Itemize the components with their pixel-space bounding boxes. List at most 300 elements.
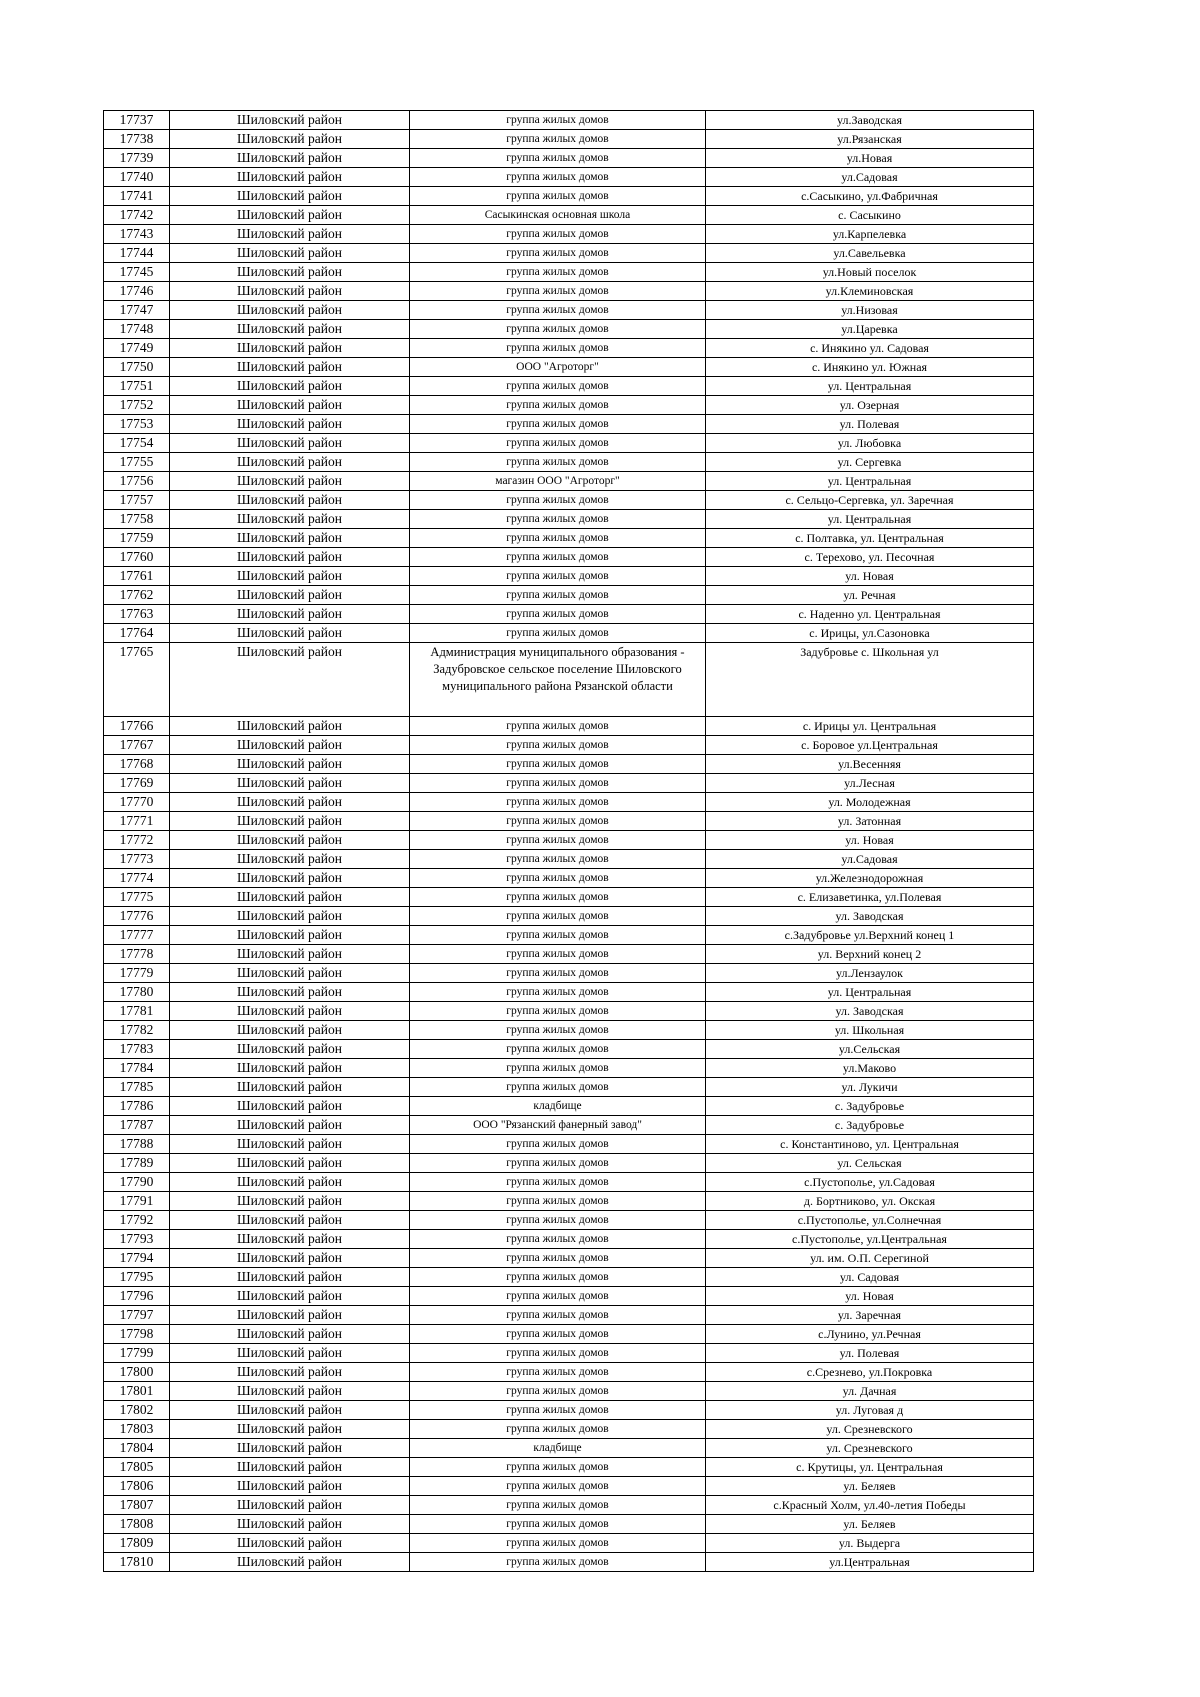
row-address: ул. Заводская [706,907,1034,926]
row-object: группа жилых домов [410,586,706,605]
row-object: группа жилых домов [410,1306,706,1325]
table-row [104,1249,1034,1268]
row-district: Шиловский район [170,339,410,358]
row-number: 17753 [104,415,170,434]
row-object: группа жилых домов [410,964,706,983]
row-district: Шиловский район [170,717,410,736]
row-number: 17777 [104,926,170,945]
row-district: Шиловский район [170,831,410,850]
row-address: ул. Садовая [706,1268,1034,1287]
row-object: группа жилых домов [410,850,706,869]
row-district: Шиловский район [170,453,410,472]
row-object: группа жилых домов [410,793,706,812]
row-number: 17746 [104,282,170,301]
row-address: ул. Центральная [706,377,1034,396]
table-row [104,1268,1034,1287]
row-address: ул. Новая [706,567,1034,586]
table-row [104,774,1034,793]
row-address: с.Задубровье ул.Верхний конец 1 [706,926,1034,945]
row-address: ул. Лукичи [706,1078,1034,1097]
row-address: Задубровье с. Школьная ул [706,643,1034,717]
row-address: ул. Беляев [706,1477,1034,1496]
table-row [104,1439,1034,1458]
row-address: с.Срезнево, ул.Покровка [706,1363,1034,1382]
table-row [104,1154,1034,1173]
row-object: группа жилых домов [410,567,706,586]
row-object: группа жилых домов [410,263,706,282]
row-address: с.Сасыкино, ул.Фабричная [706,187,1034,206]
row-object: группа жилых домов [410,1287,706,1306]
row-number: 17791 [104,1192,170,1211]
row-address: ул. Речная [706,586,1034,605]
table-row [104,624,1034,643]
row-number: 17761 [104,567,170,586]
table-row [104,1021,1034,1040]
table-row [104,434,1034,453]
row-object: группа жилых домов [410,1382,706,1401]
row-district: Шиловский район [170,1458,410,1477]
table-row [104,1363,1034,1382]
row-number: 17769 [104,774,170,793]
table-row [104,983,1034,1002]
row-number: 17780 [104,983,170,1002]
row-object: группа жилых домов [410,605,706,624]
row-address: с. Крутицы, ул. Центральная [706,1458,1034,1477]
row-object: группа жилых домов [410,831,706,850]
row-number: 17802 [104,1401,170,1420]
row-object: группа жилых домов [410,812,706,831]
row-number: 17798 [104,1325,170,1344]
row-object: группа жилых домов [410,888,706,907]
row-number: 17767 [104,736,170,755]
table-row [104,453,1034,472]
row-district: Шиловский район [170,1344,410,1363]
row-number: 17784 [104,1059,170,1078]
row-number: 17765 [104,643,170,717]
row-address: ул.Клеминовская [706,282,1034,301]
table-row [104,945,1034,964]
row-object: группа жилых домов [410,1021,706,1040]
row-number: 17771 [104,812,170,831]
row-object: ООО "Рязанский фанерный завод" [410,1116,706,1135]
row-object: группа жилых домов [410,1192,706,1211]
row-object: группа жилых домов [410,1154,706,1173]
row-object: ООО "Агроторг" [410,358,706,377]
table-row [104,396,1034,415]
row-district: Шиловский район [170,1382,410,1401]
row-number: 17792 [104,1211,170,1230]
row-number: 17745 [104,263,170,282]
table-row [104,510,1034,529]
row-district: Шиловский район [170,1420,410,1439]
row-number: 17793 [104,1230,170,1249]
row-object: группа жилых домов [410,1268,706,1287]
row-object: группа жилых домов [410,1249,706,1268]
row-district: Шиловский район [170,1211,410,1230]
row-object: группа жилых домов [410,453,706,472]
row-address: с. Инякино ул. Южная [706,358,1034,377]
row-number: 17804 [104,1439,170,1458]
row-address: с. Ирицы ул. Центральная [706,717,1034,736]
row-address: ул.Рязанская [706,130,1034,149]
row-object: группа жилых домов [410,320,706,339]
row-address: ул.Карпелевка [706,225,1034,244]
table-row [104,736,1034,755]
row-object: кладбище [410,1439,706,1458]
row-district: Шиловский район [170,1021,410,1040]
row-district: Шиловский район [170,605,410,624]
row-district: Шиловский район [170,510,410,529]
row-object: группа жилых домов [410,1325,706,1344]
row-address: ул. Новая [706,831,1034,850]
row-number: 17772 [104,831,170,850]
row-district: Шиловский район [170,643,410,717]
row-district: Шиловский район [170,130,410,149]
row-object: группа жилых домов [410,1040,706,1059]
row-number: 17749 [104,339,170,358]
row-object: группа жилых домов [410,1458,706,1477]
table-row [104,1211,1034,1230]
row-district: Шиловский район [170,111,410,130]
row-number: 17800 [104,1363,170,1382]
row-number: 17758 [104,510,170,529]
row-object: группа жилых домов [410,301,706,320]
table-row [104,415,1034,434]
table-row [104,812,1034,831]
row-district: Шиловский район [170,1477,410,1496]
row-address: ул.Сельская [706,1040,1034,1059]
row-address: ул.Центральная [706,1553,1034,1572]
table-row [104,755,1034,774]
row-object: группа жилых домов [410,945,706,964]
row-address: ул. Сергевка [706,453,1034,472]
row-address: ул. им. О.П. Серегиной [706,1249,1034,1268]
row-number: 17770 [104,793,170,812]
table-row [104,831,1034,850]
row-object: Администрация муниципального образования - Задубровское сельское поселение Шиловского муниципального района Рязанской области [410,643,706,717]
table-row [104,1534,1034,1553]
row-number: 17757 [104,491,170,510]
row-address: с. Инякино ул. Садовая [706,339,1034,358]
row-district: Шиловский район [170,1078,410,1097]
row-number: 17747 [104,301,170,320]
row-number: 17751 [104,377,170,396]
row-address: ул.Заводская [706,111,1034,130]
table-row [104,225,1034,244]
row-object: магазин ООО "Агроторг" [410,472,706,491]
row-object: группа жилых домов [410,717,706,736]
row-number: 17774 [104,869,170,888]
table-row [104,1059,1034,1078]
row-address: с.Пустополье, ул.Садовая [706,1173,1034,1192]
row-number: 17752 [104,396,170,415]
row-number: 17750 [104,358,170,377]
row-district: Шиловский район [170,1363,410,1382]
table-row [104,358,1034,377]
row-object: группа жилых домов [410,529,706,548]
table-row [104,187,1034,206]
row-address: с.Пустополье, ул.Солнечная [706,1211,1034,1230]
row-object: группа жилых домов [410,225,706,244]
row-number: 17744 [104,244,170,263]
row-number: 17805 [104,1458,170,1477]
row-address: ул. Озерная [706,396,1034,415]
row-object: кладбище [410,1097,706,1116]
table-row [104,1496,1034,1515]
table-row [104,1382,1034,1401]
row-object: группа жилых домов [410,1173,706,1192]
table-row [104,1401,1034,1420]
table-row [104,130,1034,149]
row-number: 17756 [104,472,170,491]
row-number: 17801 [104,1382,170,1401]
row-object: группа жилых домов [410,548,706,567]
row-number: 17779 [104,964,170,983]
row-address: ул. Полевая [706,1344,1034,1363]
row-district: Шиловский район [170,263,410,282]
row-district: Шиловский район [170,869,410,888]
row-district: Шиловский район [170,1059,410,1078]
row-address: ул. Луговая д [706,1401,1034,1420]
table-row [104,339,1034,358]
row-object: группа жилых домов [410,187,706,206]
row-district: Шиловский район [170,1401,410,1420]
row-object: группа жилых домов [410,244,706,263]
row-district: Шиловский район [170,1192,410,1211]
row-number: 17797 [104,1306,170,1325]
row-address: ул.Новый поселок [706,263,1034,282]
row-district: Шиловский район [170,320,410,339]
row-address: ул. Молодежная [706,793,1034,812]
table-row [104,1135,1034,1154]
row-address: с. Задубровье [706,1097,1034,1116]
row-address: ул. Полевая [706,415,1034,434]
row-district: Шиловский район [170,755,410,774]
row-object: группа жилых домов [410,396,706,415]
row-number: 17755 [104,453,170,472]
row-district: Шиловский район [170,1496,410,1515]
row-district: Шиловский район [170,548,410,567]
row-district: Шиловский район [170,472,410,491]
row-address: ул. Школьная [706,1021,1034,1040]
row-district: Шиловский район [170,377,410,396]
row-number: 17748 [104,320,170,339]
row-district: Шиловский район [170,1287,410,1306]
row-district: Шиловский район [170,1173,410,1192]
table-row [104,1515,1034,1534]
row-number: 17782 [104,1021,170,1040]
row-number: 17742 [104,206,170,225]
row-address: с. Сельцо-Сергевка, ул. Заречная [706,491,1034,510]
row-object: группа жилых домов [410,1477,706,1496]
row-number: 17764 [104,624,170,643]
row-number: 17740 [104,168,170,187]
document-table [103,110,1034,1572]
table-row [104,149,1034,168]
row-district: Шиловский район [170,358,410,377]
row-object: группа жилых домов [410,168,706,187]
table-row [104,1078,1034,1097]
row-number: 17762 [104,586,170,605]
row-object: группа жилых домов [410,1534,706,1553]
row-object: группа жилых домов [410,755,706,774]
row-district: Шиловский район [170,1325,410,1344]
row-number: 17768 [104,755,170,774]
row-district: Шиловский район [170,396,410,415]
row-district: Шиловский район [170,187,410,206]
row-address: ул. Любовка [706,434,1034,453]
row-district: Шиловский район [170,1116,410,1135]
table-row [104,529,1034,548]
row-district: Шиловский район [170,1230,410,1249]
row-address: ул. Срезневского [706,1439,1034,1458]
row-number: 17803 [104,1420,170,1439]
row-number: 17739 [104,149,170,168]
row-district: Шиловский район [170,793,410,812]
row-object: группа жилых домов [410,869,706,888]
row-address: ул. Беляев [706,1515,1034,1534]
row-address: с. Терехово, ул. Песочная [706,548,1034,567]
row-district: Шиловский район [170,567,410,586]
row-address: с.Пустополье, ул.Центральная [706,1230,1034,1249]
row-number: 17781 [104,1002,170,1021]
row-district: Шиловский район [170,1249,410,1268]
row-district: Шиловский район [170,244,410,263]
row-number: 17759 [104,529,170,548]
row-number: 17810 [104,1553,170,1572]
row-district: Шиловский район [170,850,410,869]
table-row [104,1230,1034,1249]
row-number: 17806 [104,1477,170,1496]
table-row [104,206,1034,225]
row-district: Шиловский район [170,888,410,907]
row-address: с. Боровое ул.Центральная [706,736,1034,755]
row-number: 17808 [104,1515,170,1534]
table-row [104,567,1034,586]
row-number: 17775 [104,888,170,907]
row-address: ул.Садовая [706,850,1034,869]
table-row [104,491,1034,510]
table-row [104,793,1034,812]
table-row [104,850,1034,869]
row-address: ул. Затонная [706,812,1034,831]
row-district: Шиловский район [170,282,410,301]
table-row [104,1477,1034,1496]
row-number: 17785 [104,1078,170,1097]
row-district: Шиловский район [170,1154,410,1173]
row-object: группа жилых домов [410,510,706,529]
row-object: группа жилых домов [410,774,706,793]
table-row [104,643,1034,717]
row-district: Шиловский район [170,301,410,320]
row-number: 17794 [104,1249,170,1268]
table-row [104,320,1034,339]
table-row [104,377,1034,396]
table-row [104,907,1034,926]
row-number: 17763 [104,605,170,624]
row-district: Шиловский район [170,529,410,548]
row-district: Шиловский район [170,434,410,453]
row-address: ул. Заводская [706,1002,1034,1021]
row-number: 17790 [104,1173,170,1192]
row-address: ул.Весенняя [706,755,1034,774]
table-row [104,1097,1034,1116]
row-address: с.Красный Холм, ул.40-летия Победы [706,1496,1034,1515]
row-object: группа жилых домов [410,1344,706,1363]
row-number: 17776 [104,907,170,926]
row-address: с. Задубровье [706,1116,1034,1135]
row-object: группа жилых домов [410,1515,706,1534]
row-district: Шиловский район [170,206,410,225]
table-row [104,168,1034,187]
row-object: группа жилых домов [410,434,706,453]
table-row [104,1306,1034,1325]
row-address: ул. Срезневского [706,1420,1034,1439]
row-number: 17783 [104,1040,170,1059]
row-address: ул.Царевка [706,320,1034,339]
row-address: ул.Садовая [706,168,1034,187]
row-object: группа жилых домов [410,1230,706,1249]
row-object: группа жилых домов [410,907,706,926]
row-district: Шиловский район [170,149,410,168]
row-district: Шиловский район [170,1534,410,1553]
table-row [104,605,1034,624]
row-address: ул. Заречная [706,1306,1034,1325]
table-row [104,472,1034,491]
row-number: 17760 [104,548,170,567]
table-body [104,111,1034,1572]
row-address: ул. Центральная [706,510,1034,529]
row-district: Шиловский район [170,812,410,831]
row-district: Шиловский район [170,907,410,926]
row-address: с. Полтавка, ул. Центральная [706,529,1034,548]
row-number: 17787 [104,1116,170,1135]
row-district: Шиловский район [170,586,410,605]
row-district: Шиловский район [170,415,410,434]
table-row [104,869,1034,888]
table-row [104,1116,1034,1135]
table-row [104,111,1034,130]
row-district: Шиловский район [170,1515,410,1534]
row-object: Сасыкинская основная школа [410,206,706,225]
row-object: группа жилых домов [410,111,706,130]
row-number: 17809 [104,1534,170,1553]
row-object: группа жилых домов [410,282,706,301]
row-number: 17773 [104,850,170,869]
table-row [104,1173,1034,1192]
row-address: ул. Центральная [706,983,1034,1002]
row-district: Шиловский район [170,774,410,793]
table-row [104,1420,1034,1439]
row-address: с.Лунино, ул.Речная [706,1325,1034,1344]
row-address: ул. Выдерга [706,1534,1034,1553]
table-row [104,1002,1034,1021]
row-address: ул. Центральная [706,472,1034,491]
table-row [104,717,1034,736]
row-object: группа жилых домов [410,983,706,1002]
row-address: с. Наденно ул. Центральная [706,605,1034,624]
row-number: 17766 [104,717,170,736]
row-object: группа жилых домов [410,736,706,755]
row-address: ул.Маково [706,1059,1034,1078]
row-address: ул.Лесная [706,774,1034,793]
row-number: 17754 [104,434,170,453]
row-address: ул.Лензаулок [706,964,1034,983]
row-address: с. Ирицы, ул.Сазоновка [706,624,1034,643]
table-row [104,1458,1034,1477]
row-object: группа жилых домов [410,1002,706,1021]
row-object: группа жилых домов [410,1496,706,1515]
